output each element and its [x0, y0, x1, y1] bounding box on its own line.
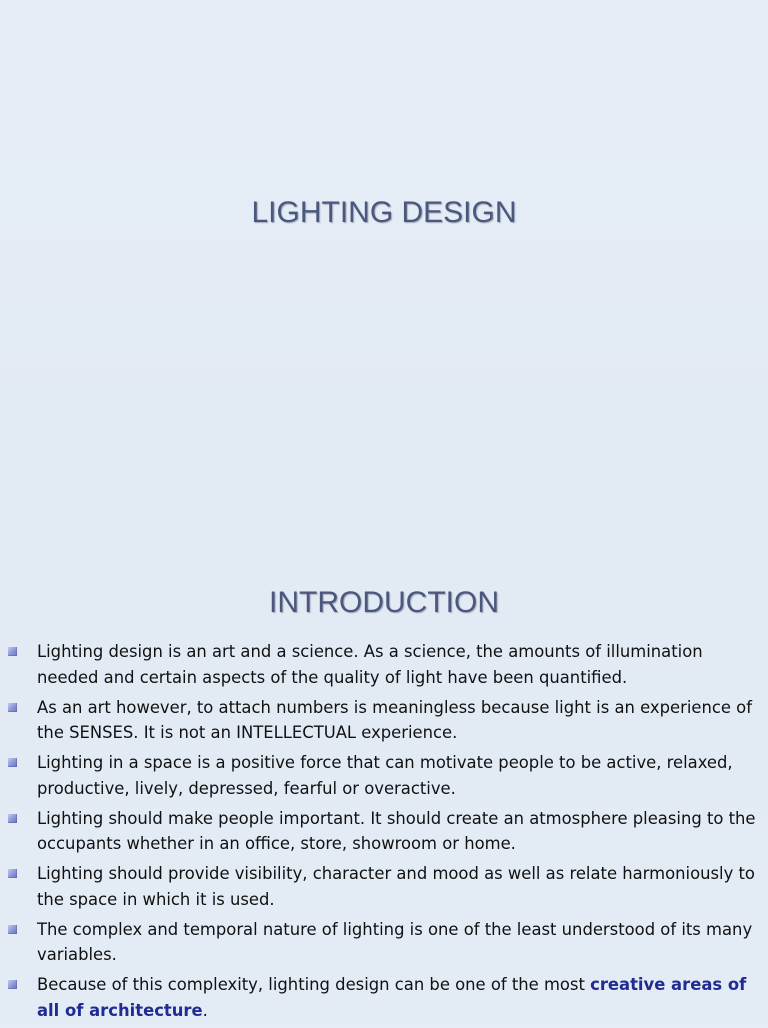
bullet-text: Lighting should provide visibility, character and mood as well as relate harmoniously to the space in which it is used. [37, 864, 755, 909]
bullet-text: Lighting in a space is a positive force that can motivate people to be active, relaxed, productive, lively, depressed, fearful or overactive. [37, 753, 733, 798]
bullet-text-after: . [202, 1000, 208, 1020]
slide-title-lighting-design: LIGHTING DESIGN [251, 196, 517, 229]
bullet-text: As an art however, to attach numbers is meaningless because light is an experience of the SENSES. It is not an INTELLECTUAL experience. [37, 697, 752, 742]
bullet-item-6 [0, 917, 768, 968]
bullet-item-5 [0, 861, 768, 912]
slide-title-introduction: INTRODUCTION [269, 586, 499, 619]
square-bullet-icon [8, 703, 17, 712]
square-bullet-icon [8, 980, 17, 989]
bullet-text-emphasis: creative areas of all of architecture [37, 975, 747, 1020]
introduction-bullet-list [0, 639, 768, 1028]
square-bullet-icon [8, 869, 17, 878]
bullet-item-4 [0, 806, 768, 857]
bullet-item-1 [0, 639, 768, 690]
bullet-text-before: Because of this complexity, lighting design can be one of the most [37, 975, 591, 994]
bullet-text: Lighting design is an art and a science. As a science, the amounts of illumination needed and certain aspects of the quality of light have been quantified. [37, 642, 703, 687]
bullet-item-3 [0, 750, 768, 801]
bullet-text: Lighting should make people important. It should create an atmosphere pleasing to the occupants whether in an office, store, showroom or home. [37, 808, 756, 853]
square-bullet-icon [8, 647, 17, 656]
bullet-item-7 [0, 972, 768, 1023]
square-bullet-icon [8, 814, 17, 823]
square-bullet-icon [8, 758, 17, 767]
bullet-text: The complex and temporal nature of lighting is one of the least understood of its many variables. [37, 919, 753, 964]
bullet-item-2 [0, 695, 768, 746]
square-bullet-icon [8, 925, 17, 934]
